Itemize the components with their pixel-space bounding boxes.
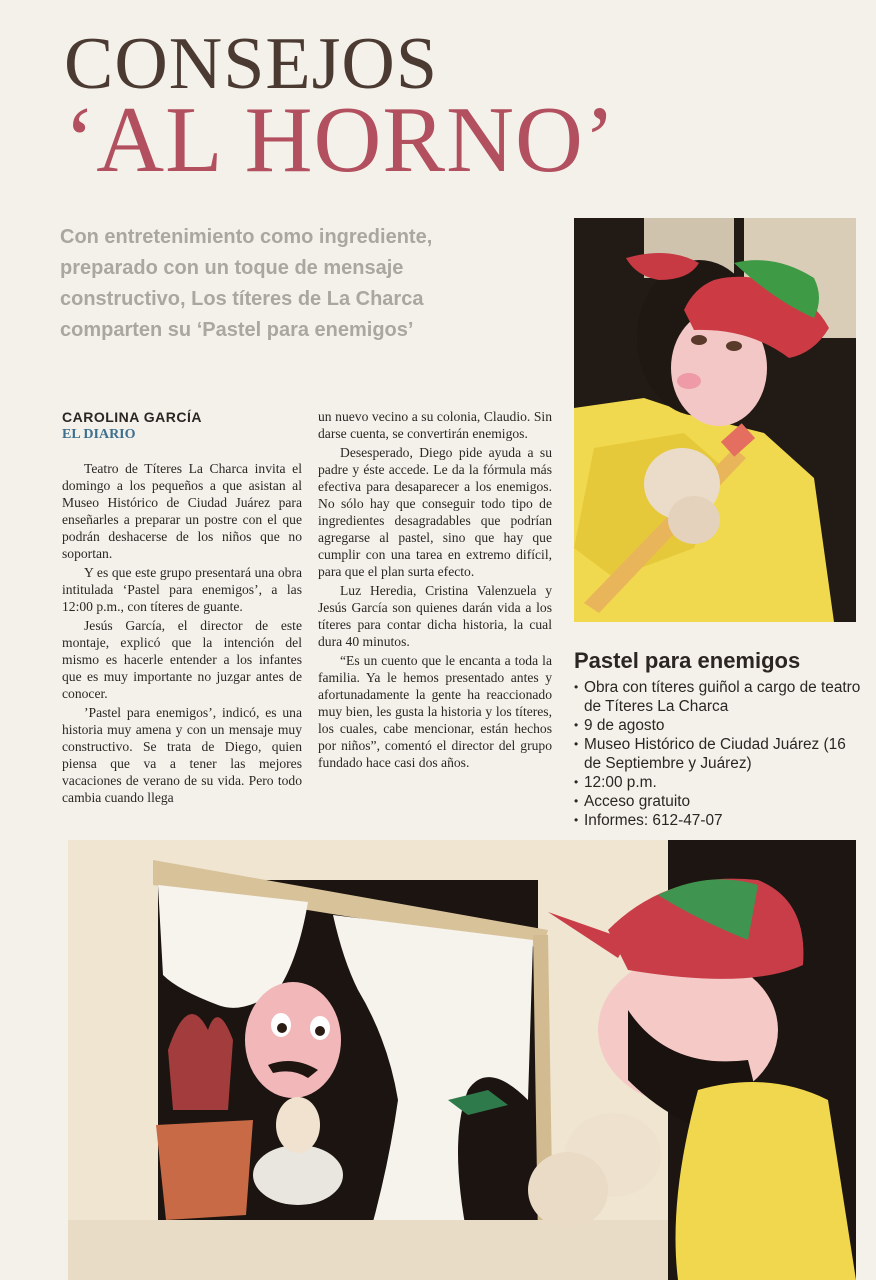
info-item: • 9 de agosto (574, 717, 665, 734)
paragraph: Y es que este grupo presentará una obra intitulada ‘Pastel para enemigos’, a las 12:00 p.m., con títeres de guante. (62, 565, 302, 614)
paragraph: Jesús García, el director de este montaje, explicó que la intención del mismo es hacerle entender a los infantes que es muy importante no juzgar antes de conocer. (62, 618, 302, 701)
byline-publication: EL DIARIO (62, 427, 136, 442)
info-item: • Museo Histórico de Ciudad Juárez (16 de Septiembre y Juárez) (574, 736, 846, 772)
paragraph: ’Pastel para enemigos’, indicó, es una historia muy amena y con un mensaje muy constructivo. Se trata de Diego, quien piensa que va a tener las mejores vacaciones de verano de su vida. Pero todo cambia cuando llega (62, 705, 302, 805)
bullet-icon: • (574, 775, 579, 789)
paragraph: Luz Heredia, Cristina Valenzuela y Jesús García son quienes darán vida a los títeres para contar dicha historia, la cual dura 40 minutos. (318, 583, 552, 649)
event-info-box (574, 648, 864, 830)
paragraph: un nuevo vecino a su colonia, Claudio. Sin darse cuenta, se convertirán enemigos. (318, 409, 552, 441)
info-item: • Informes: 612-47-07 (574, 812, 723, 829)
info-title: Pastel para enemigos (574, 648, 801, 673)
info-item: • 12:00 p.m. (574, 774, 657, 791)
byline-author: CAROLINA GARCÍA (62, 409, 202, 425)
paragraph: Desesperado, Diego pide ayuda a su padre y éste accede. Le da la fórmula más efectiva para desaparecer a los enemigos. No sólo hay que conseguir todo tipo de ingredientes desagradables que podrían agregarse al pastel, sino que hay que cumplir con una tarea en extremo difícil, para que el plan surta efecto. (318, 445, 552, 579)
bullet-icon: • (574, 794, 579, 808)
deck-subheadline: Con entretenimiento como ingrediente, preparado con un toque de mensaje constructivo, Los títeres de La Charca comparten su ‘Pastel para enemigos’ (60, 226, 433, 341)
bullet-icon: • (574, 737, 579, 751)
byline (62, 408, 202, 444)
puppet-diego-photo (574, 218, 856, 622)
info-item: • Obra con títeres guiñol a cargo de teatro de Títeres La Charca (574, 679, 861, 715)
article-column-2 (318, 408, 552, 773)
article-column-1 (62, 460, 302, 808)
bullet-icon: • (574, 813, 579, 827)
paragraph: “Es un cuento que le encanta a toda la familia. Ya le hemos presentado antes y afortunadamente la gente ha reaccionado muy bien, les gusta la historia y los títeres, los cuales, cabe mencionar, están hechos por niños”, comentó el director del grupo fundado hace casi dos años. (318, 653, 552, 770)
headline-line-2: ‘AL HORNO’ (64, 88, 617, 192)
puppet-stage-photo (68, 840, 856, 1280)
bullet-icon: • (574, 718, 579, 732)
paragraph: Teatro de Títeres La Charca invita el domingo a los pequeños a que asistan al Museo Histórico de Ciudad Juárez para enseñarles a preparar un postre con el que podrán deshacerse de los niños que no soportan. (62, 461, 302, 561)
info-item: • Acceso gratuito (574, 793, 691, 810)
headline-line-1: CONSEJOS (64, 23, 438, 105)
bullet-icon: • (574, 680, 579, 694)
